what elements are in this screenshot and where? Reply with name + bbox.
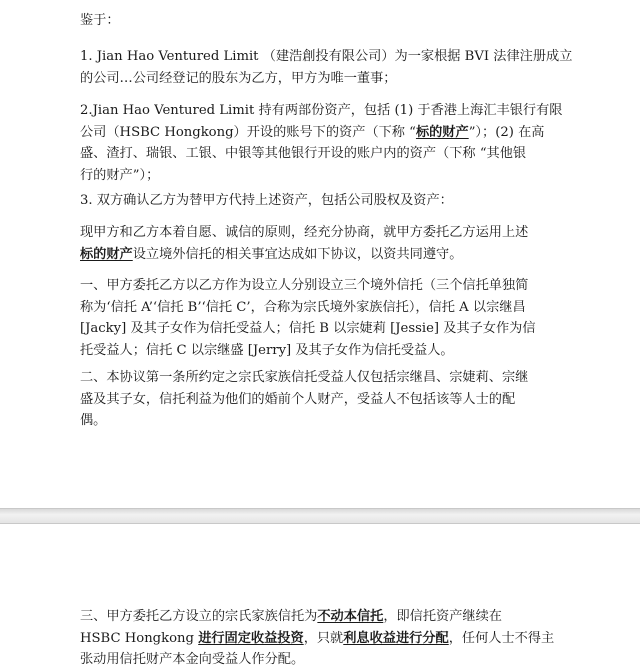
- article-1-line-1: 一、甲方委托乙方以乙方作为设立人分别设立三个境外信托（三个信托单独简: [80, 278, 529, 293]
- emphasis-interest-distribution: 利息收益进行分配: [343, 630, 449, 646]
- clause-1-line-1: 1. Jian Hao Ventured Limit （建浩創投有限公司）为一家根据 BVI 法律注册成立: [80, 49, 573, 64]
- article-1-line-3: [Jacky] 及其子女作为信托受益人；信托 B 以宗婕莉 [Jessie] 及其子女作为信: [80, 321, 536, 336]
- preamble: [80, 222, 570, 265]
- clause-3: 3. 双方确认乙方为替甲方代持上述资产，包括公司股权及资产：: [80, 193, 453, 208]
- clause-2-line-4: 行的财产”）；: [80, 167, 160, 183]
- article-1-line-4: 托受益人；信托 C 以宗继盛 [Jerry] 及其子女作为信托受益人。: [80, 342, 454, 358]
- clause-2-line-3: 盛、渣打、瑞银、工银、中银等其他银行开设的账户内的资产（下称 “其他银: [80, 146, 527, 161]
- article-3-line-2: HSBC Hongkong 进行固定收益投资，只就利息收益进行分配，任何人士不得主: [80, 630, 555, 646]
- emphasis-non-principal-trust: 不动本信托: [317, 609, 384, 624]
- preamble-line-2: 标的财产设立境外信托的相关事宜达成如下协议，以资共同遵守。: [80, 246, 463, 262]
- article-1-line-2: 称为‘信托 A’‘信托 B’‘信托 C’，合称为宗氏境外家族信托），信托 A 以宗继昌: [80, 299, 526, 315]
- clause-1-line-2: 的公司…公司经登记的股东为乙方，甲方为唯一董事；: [80, 70, 397, 86]
- clause-2: [80, 100, 570, 186]
- clause-2-line-1: 2.Jian Hao Ventured Limit 持有两部份资产，包括 (1) 于香港上海汇丰银行有限: [80, 103, 563, 118]
- emphasis-fixed-income: 进行固定收益投资: [198, 630, 304, 646]
- emphasis-target-assets: 标的财产: [415, 124, 469, 140]
- article-2-line-3: 偶。: [80, 413, 107, 428]
- article-1: [80, 275, 570, 361]
- heading-whereas: 鉴于：: [80, 13, 120, 28]
- document-page-2: [0, 524, 640, 671]
- preamble-line-1: 现甲方和乙方本着自愿、诚信的原则，经充分协商，就甲方委托乙方运用上述: [80, 225, 529, 240]
- article-3-line-3: 张动用信托财产本金向受益人作分配。: [80, 652, 305, 667]
- page-separator: [0, 508, 640, 524]
- clause-2-line-2: 公司（HSBC Hongkong）开设的账号下的资产（下称 “标的财产”）；(2) 在高: [80, 124, 545, 140]
- article-3-line-1: 三、甲方委托乙方设立的宗氏家族信托为不动本信托，即信托资产继续在: [80, 609, 502, 624]
- article-2-line-2: 盛及其子女，信托利益为他们的婚前个人财产，受益人不包括该等人士的配: [80, 391, 516, 407]
- emphasis-target-assets-2: 标的财产: [80, 246, 133, 262]
- article-2: [80, 367, 570, 432]
- article-2-line-1: 二、本协议第一条所约定之宗氏家族信托受益人仅包括宗继昌、宗婕莉、宗继: [80, 370, 529, 385]
- clause-1: [80, 46, 573, 89]
- article-3: [80, 606, 570, 671]
